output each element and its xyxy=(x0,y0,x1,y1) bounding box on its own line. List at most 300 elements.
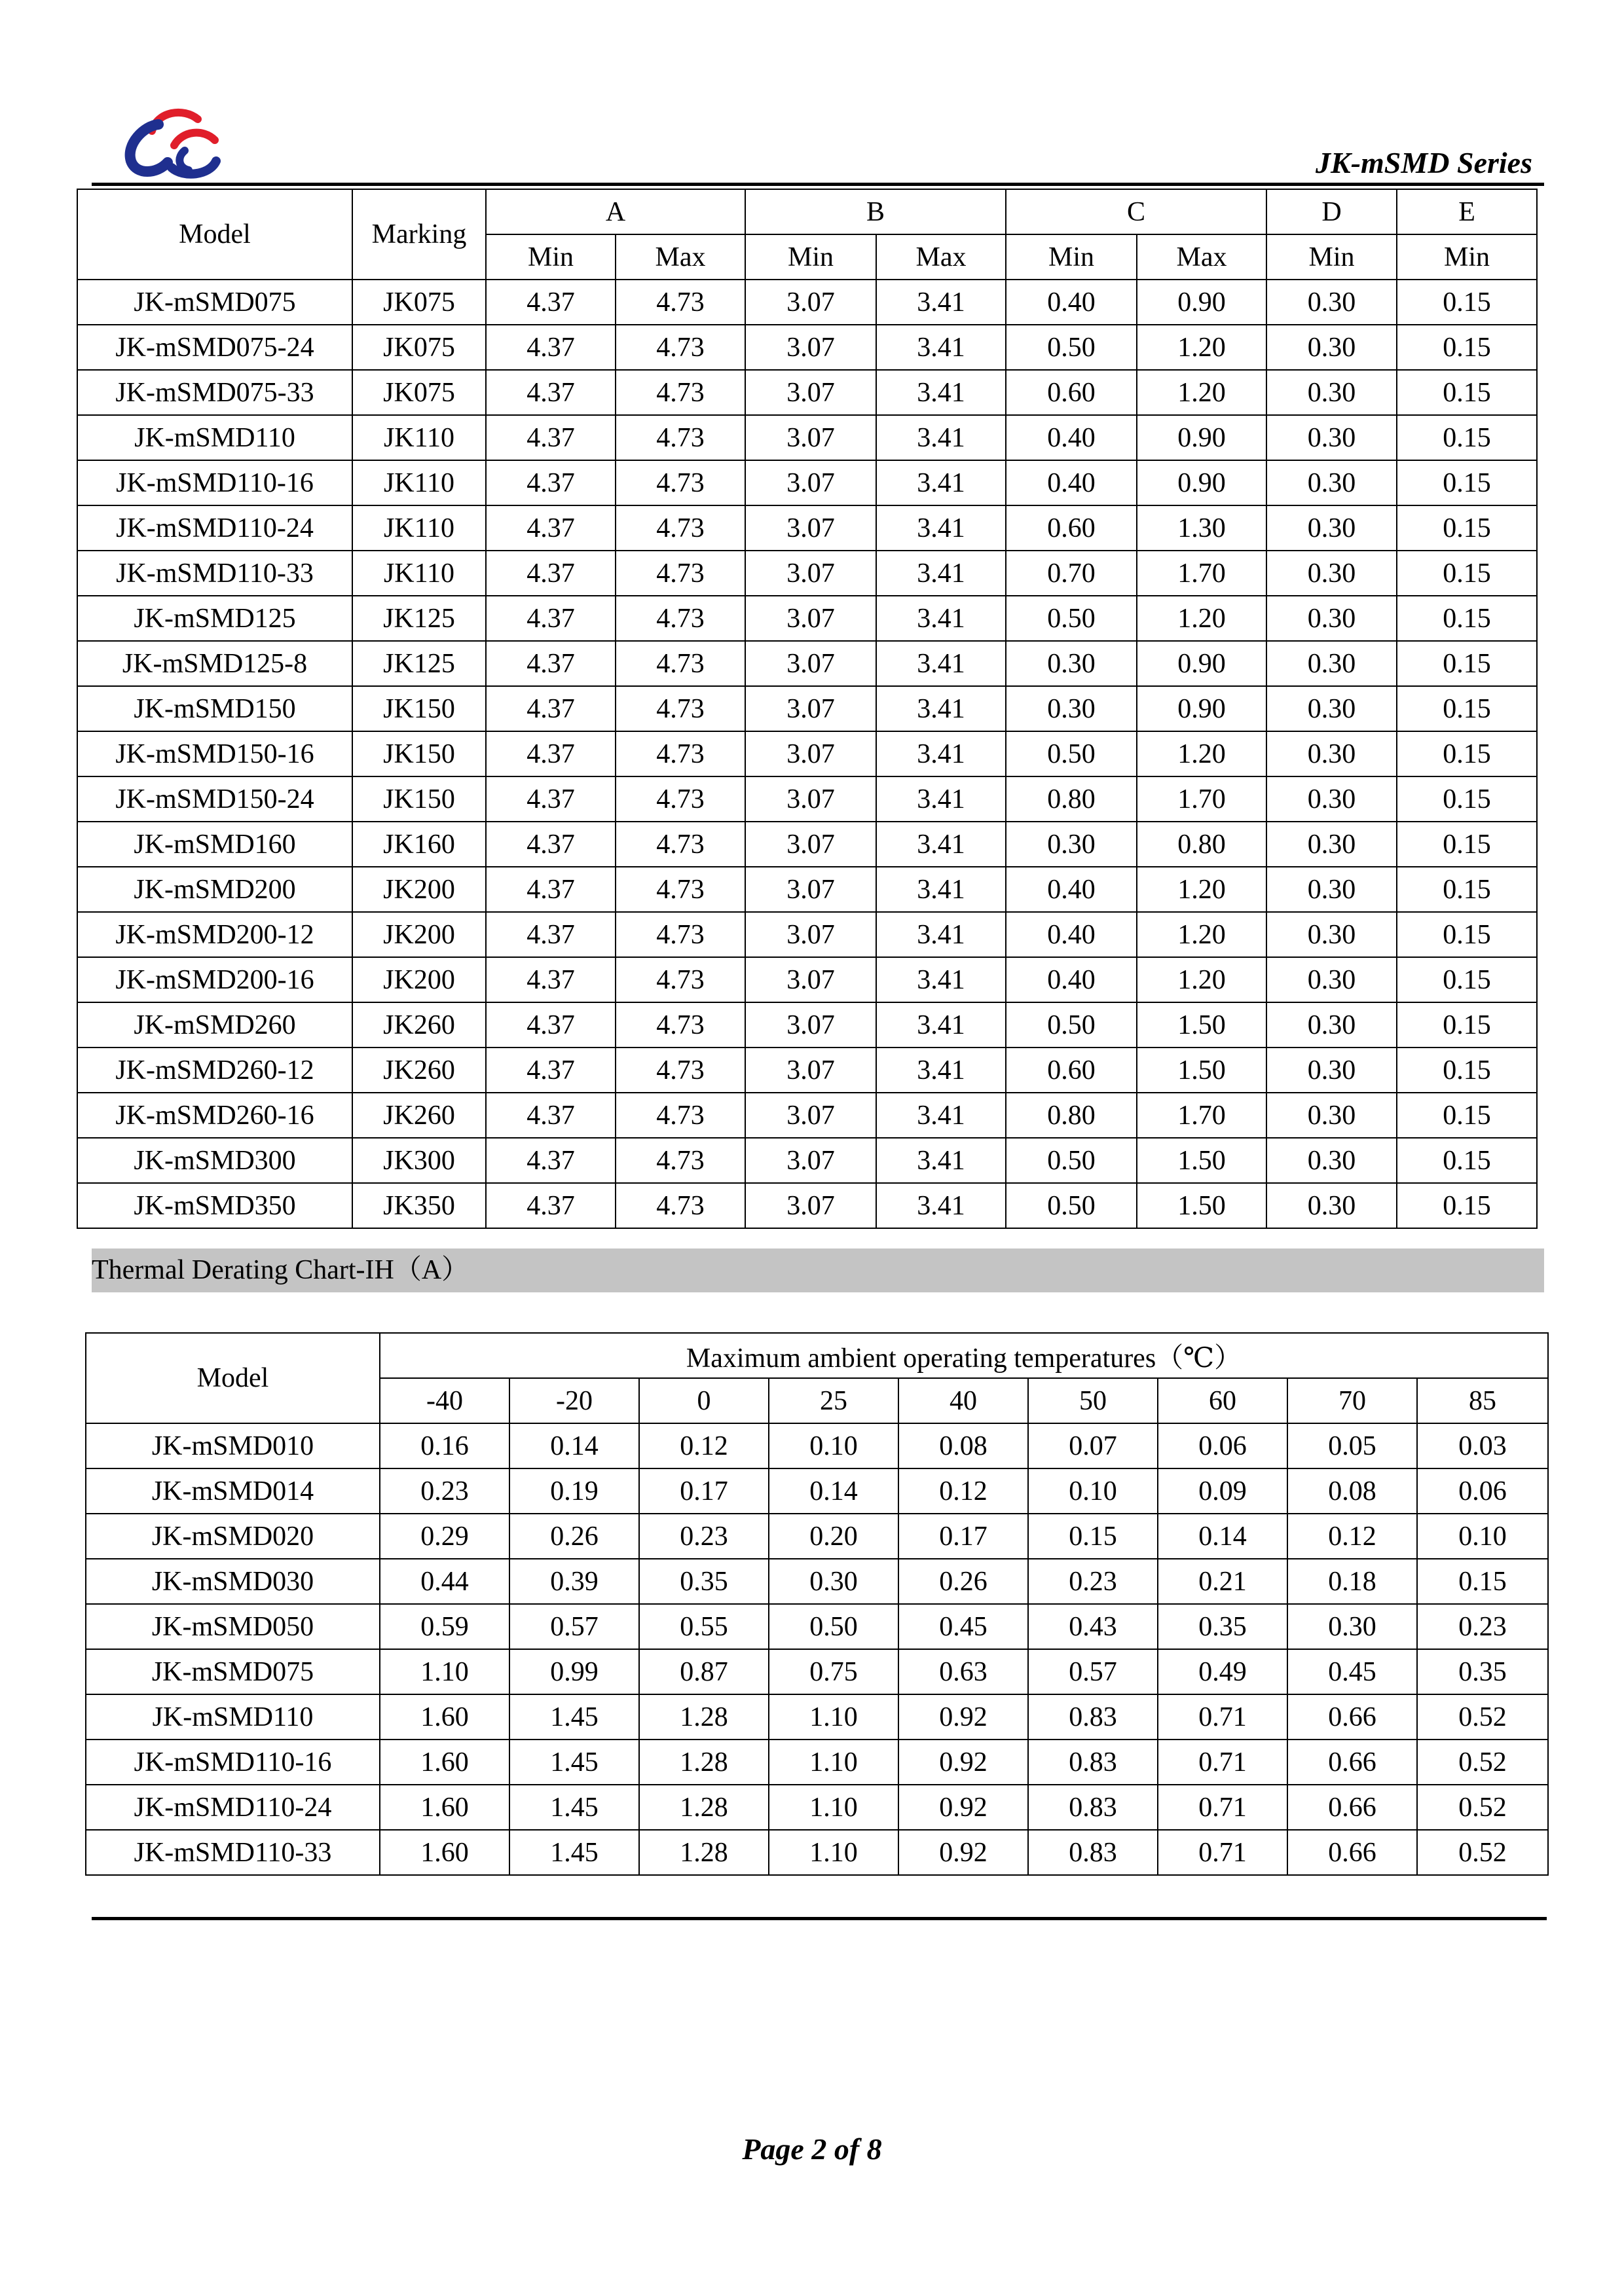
page-number: Page 2 of 8 xyxy=(742,2132,882,2166)
group-header-a: A xyxy=(486,189,745,234)
current-cell: 0.55 xyxy=(639,1604,769,1649)
dimension-cell: 3.41 xyxy=(876,325,1006,370)
table-row xyxy=(77,1048,1537,1093)
dimension-cell: 4.37 xyxy=(486,370,616,415)
current-cell: 0.30 xyxy=(1287,1604,1417,1649)
dimension-cell: 3.41 xyxy=(876,867,1006,912)
dimension-cell: 4.37 xyxy=(486,1183,616,1228)
dimension-cell: 4.73 xyxy=(616,596,745,641)
marking-cell: JK150 xyxy=(352,731,486,776)
dimension-cell: 3.07 xyxy=(745,280,876,325)
current-cell: 0.08 xyxy=(1287,1468,1417,1514)
dimension-cell: 0.30 xyxy=(1266,641,1397,686)
dimension-cell: 0.50 xyxy=(1006,1138,1137,1183)
model-cell: JK-mSMD010 xyxy=(86,1423,380,1468)
dimension-cell: 1.70 xyxy=(1137,551,1266,596)
marking-cell: JK200 xyxy=(352,957,486,1002)
current-cell: 0.03 xyxy=(1417,1423,1548,1468)
table-row xyxy=(86,1785,1548,1830)
current-cell: 0.35 xyxy=(1417,1649,1548,1694)
table-row xyxy=(77,776,1537,822)
dimension-cell: 4.73 xyxy=(616,1183,745,1228)
marking-cell: JK350 xyxy=(352,1183,486,1228)
dimension-cell: 0.40 xyxy=(1006,867,1137,912)
dimension-cell: 0.30 xyxy=(1266,551,1397,596)
dimension-cell: 0.15 xyxy=(1397,1183,1537,1228)
dimension-cell: 4.37 xyxy=(486,1002,616,1048)
dimension-cell: 3.41 xyxy=(876,776,1006,822)
current-cell: 0.71 xyxy=(1158,1830,1287,1875)
temperature-header: -20 xyxy=(509,1378,639,1423)
current-cell: 0.08 xyxy=(898,1423,1028,1468)
col-header-model: Model xyxy=(77,189,352,280)
current-cell: 0.71 xyxy=(1158,1785,1287,1830)
table-row xyxy=(77,551,1537,596)
dimension-cell: 0.15 xyxy=(1397,551,1537,596)
table-row xyxy=(77,731,1537,776)
current-cell: 0.17 xyxy=(898,1514,1028,1559)
table-row xyxy=(77,325,1537,370)
temperature-header: 70 xyxy=(1287,1378,1417,1423)
dimension-cell: 4.73 xyxy=(616,415,745,460)
dimension-cell: 0.15 xyxy=(1397,1002,1537,1048)
dimension-cell: 3.07 xyxy=(745,641,876,686)
dimension-cell: 0.30 xyxy=(1266,370,1397,415)
current-cell: 0.35 xyxy=(1158,1604,1287,1649)
table-row xyxy=(77,686,1537,731)
marking-cell: JK075 xyxy=(352,325,486,370)
current-cell: 0.45 xyxy=(1287,1649,1417,1694)
dimension-cell: 3.07 xyxy=(745,1138,876,1183)
dimension-cell: 0.90 xyxy=(1137,686,1266,731)
current-cell: 1.60 xyxy=(380,1740,509,1785)
current-cell: 0.83 xyxy=(1028,1694,1158,1740)
dimension-cell: 0.40 xyxy=(1006,912,1137,957)
current-cell: 0.83 xyxy=(1028,1830,1158,1875)
current-cell: 0.15 xyxy=(1417,1559,1548,1604)
dimension-cell: 4.73 xyxy=(616,957,745,1002)
dimension-cell: 4.37 xyxy=(486,957,616,1002)
current-cell: 1.28 xyxy=(639,1694,769,1740)
dimension-cell: 3.07 xyxy=(745,1002,876,1048)
dimension-cell: 4.73 xyxy=(616,776,745,822)
dimension-cell: 0.30 xyxy=(1266,280,1397,325)
derating-table xyxy=(85,1332,1549,1876)
table-row xyxy=(77,596,1537,641)
model-cell: JK-mSMD075-24 xyxy=(77,325,352,370)
temperature-header: 40 xyxy=(898,1378,1028,1423)
dimension-cell: 0.30 xyxy=(1266,596,1397,641)
marking-cell: JK150 xyxy=(352,776,486,822)
current-cell: 0.19 xyxy=(509,1468,639,1514)
dimension-cell: 4.37 xyxy=(486,551,616,596)
model-cell: JK-mSMD050 xyxy=(86,1604,380,1649)
group-header-e: E xyxy=(1397,189,1537,234)
temperature-header: 0 xyxy=(639,1378,769,1423)
dimension-cell: 0.30 xyxy=(1266,1093,1397,1138)
dimension-cell: 3.41 xyxy=(876,1093,1006,1138)
dimension-cell: 1.70 xyxy=(1137,776,1266,822)
dimension-cell: 3.41 xyxy=(876,1048,1006,1093)
dimension-cell: 4.73 xyxy=(616,460,745,505)
current-cell: 1.10 xyxy=(380,1649,509,1694)
dimension-cell: 0.70 xyxy=(1006,551,1137,596)
table-row xyxy=(77,641,1537,686)
current-cell: 0.18 xyxy=(1287,1559,1417,1604)
dimension-cell: 0.30 xyxy=(1006,686,1137,731)
table-row xyxy=(77,415,1537,460)
current-cell: 0.12 xyxy=(1287,1514,1417,1559)
current-cell: 0.21 xyxy=(1158,1559,1287,1604)
marking-cell: JK125 xyxy=(352,641,486,686)
current-cell: 1.10 xyxy=(769,1830,898,1875)
dimension-cell: 0.15 xyxy=(1397,957,1537,1002)
dimension-cell: 0.15 xyxy=(1397,686,1537,731)
dimension-cell: 3.41 xyxy=(876,641,1006,686)
dimension-cell: 3.07 xyxy=(745,596,876,641)
dimension-cell: 4.37 xyxy=(486,822,616,867)
model-cell: JK-mSMD075-33 xyxy=(77,370,352,415)
dimension-cell: 0.40 xyxy=(1006,460,1137,505)
subheader-c-min: Min xyxy=(1006,234,1137,280)
dimension-cell: 4.37 xyxy=(486,1093,616,1138)
current-cell: 0.12 xyxy=(639,1423,769,1468)
dimension-cell: 0.80 xyxy=(1006,1093,1137,1138)
dimension-cell: 0.50 xyxy=(1006,731,1137,776)
model-cell: JK-mSMD110-16 xyxy=(86,1740,380,1785)
dimension-cell: 1.50 xyxy=(1137,1183,1266,1228)
model-cell: JK-mSMD160 xyxy=(77,822,352,867)
dimension-cell: 3.41 xyxy=(876,596,1006,641)
dimension-cell: 3.41 xyxy=(876,460,1006,505)
temperature-header: 60 xyxy=(1158,1378,1287,1423)
dimension-cell: 0.90 xyxy=(1137,280,1266,325)
dimension-cell: 3.07 xyxy=(745,867,876,912)
current-cell: 0.17 xyxy=(639,1468,769,1514)
dimension-cell: 3.07 xyxy=(745,1093,876,1138)
model-cell: JK-mSMD110-33 xyxy=(77,551,352,596)
current-cell: 1.28 xyxy=(639,1830,769,1875)
dimension-cell: 4.73 xyxy=(616,280,745,325)
subheader-a-min: Min xyxy=(486,234,616,280)
table-row xyxy=(77,912,1537,957)
model-cell: JK-mSMD150-16 xyxy=(77,731,352,776)
dimension-cell: 1.20 xyxy=(1137,912,1266,957)
model-cell: JK-mSMD200-12 xyxy=(77,912,352,957)
current-cell: 0.35 xyxy=(639,1559,769,1604)
dimension-cell: 4.73 xyxy=(616,551,745,596)
model-cell: JK-mSMD150-24 xyxy=(77,776,352,822)
dimension-cell: 4.37 xyxy=(486,596,616,641)
dimension-cell: 0.15 xyxy=(1397,641,1537,686)
current-cell: 0.66 xyxy=(1287,1740,1417,1785)
dimension-cell: 0.90 xyxy=(1137,460,1266,505)
dimension-cell: 4.37 xyxy=(486,686,616,731)
group-header-d: D xyxy=(1266,189,1397,234)
marking-cell: JK300 xyxy=(352,1138,486,1183)
current-cell: 0.52 xyxy=(1417,1740,1548,1785)
dimension-cell: 4.73 xyxy=(616,1048,745,1093)
current-cell: 1.10 xyxy=(769,1740,898,1785)
dimension-cell: 4.37 xyxy=(486,505,616,551)
current-cell: 0.14 xyxy=(769,1468,898,1514)
current-cell: 1.60 xyxy=(380,1694,509,1740)
current-cell: 0.26 xyxy=(898,1559,1028,1604)
dimension-cell: 3.41 xyxy=(876,280,1006,325)
table-row xyxy=(77,867,1537,912)
current-cell: 1.60 xyxy=(380,1830,509,1875)
dimension-cell: 4.37 xyxy=(486,731,616,776)
temperature-header: 50 xyxy=(1028,1378,1158,1423)
current-cell: 0.57 xyxy=(509,1604,639,1649)
subheader-d-min: Min xyxy=(1266,234,1397,280)
current-cell: 0.57 xyxy=(1028,1649,1158,1694)
current-cell: 0.87 xyxy=(639,1649,769,1694)
dimension-cell: 0.30 xyxy=(1266,912,1397,957)
current-cell: 0.50 xyxy=(769,1604,898,1649)
model-cell: JK-mSMD260-12 xyxy=(77,1048,352,1093)
dimension-cell: 1.50 xyxy=(1137,1002,1266,1048)
dimension-cell: 4.37 xyxy=(486,460,616,505)
current-cell: 0.71 xyxy=(1158,1694,1287,1740)
dimension-cell: 1.50 xyxy=(1137,1138,1266,1183)
dimension-cell: 0.30 xyxy=(1006,822,1137,867)
dimension-cell: 4.73 xyxy=(616,1093,745,1138)
dimension-cell: 0.15 xyxy=(1397,867,1537,912)
current-cell: 1.60 xyxy=(380,1785,509,1830)
current-cell: 0.10 xyxy=(1417,1514,1548,1559)
current-cell: 0.14 xyxy=(1158,1514,1287,1559)
model-cell: JK-mSMD075 xyxy=(86,1649,380,1694)
current-cell: 0.66 xyxy=(1287,1830,1417,1875)
dimension-cell: 0.15 xyxy=(1397,596,1537,641)
dimension-cell: 0.15 xyxy=(1397,1138,1537,1183)
dimension-cell: 3.41 xyxy=(876,370,1006,415)
dimension-cell: 4.73 xyxy=(616,1002,745,1048)
marking-cell: JK125 xyxy=(352,596,486,641)
dimension-cell: 1.20 xyxy=(1137,957,1266,1002)
dimension-cell: 0.60 xyxy=(1006,1048,1137,1093)
dimension-cell: 0.40 xyxy=(1006,415,1137,460)
subheader-c-max: Max xyxy=(1137,234,1266,280)
dimension-cell: 0.30 xyxy=(1006,641,1137,686)
current-cell: 0.14 xyxy=(509,1423,639,1468)
marking-cell: JK075 xyxy=(352,280,486,325)
dimension-cell: 3.41 xyxy=(876,731,1006,776)
dimension-cell: 4.73 xyxy=(616,641,745,686)
subheader-a-max: Max xyxy=(616,234,745,280)
dimension-cell: 0.60 xyxy=(1006,370,1137,415)
subheader-e-min: Min xyxy=(1397,234,1537,280)
dimension-cell: 0.30 xyxy=(1266,776,1397,822)
dimension-cell: 0.15 xyxy=(1397,776,1537,822)
current-cell: 0.44 xyxy=(380,1559,509,1604)
dimension-cell: 0.15 xyxy=(1397,731,1537,776)
current-cell: 0.23 xyxy=(639,1514,769,1559)
dimension-cell: 3.41 xyxy=(876,957,1006,1002)
dimension-cell: 3.07 xyxy=(745,370,876,415)
dimension-cell: 3.41 xyxy=(876,415,1006,460)
current-cell: 0.52 xyxy=(1417,1785,1548,1830)
dimension-cell: 0.30 xyxy=(1266,505,1397,551)
dimension-cell: 4.73 xyxy=(616,325,745,370)
current-cell: 1.10 xyxy=(769,1785,898,1830)
current-cell: 0.71 xyxy=(1158,1740,1287,1785)
dimension-cell: 4.37 xyxy=(486,1138,616,1183)
dimension-cell: 3.41 xyxy=(876,912,1006,957)
current-cell: 0.07 xyxy=(1028,1423,1158,1468)
dimension-cell: 4.37 xyxy=(486,912,616,957)
dimension-cell: 0.30 xyxy=(1266,325,1397,370)
dimension-cell: 4.73 xyxy=(616,370,745,415)
dimension-cell: 3.07 xyxy=(745,912,876,957)
dimension-cell: 0.80 xyxy=(1006,776,1137,822)
marking-cell: JK110 xyxy=(352,505,486,551)
table-row xyxy=(86,1830,1548,1875)
table-row xyxy=(77,505,1537,551)
current-cell: 0.15 xyxy=(1028,1514,1158,1559)
dimension-cell: 0.15 xyxy=(1397,370,1537,415)
current-cell: 0.20 xyxy=(769,1514,898,1559)
current-cell: 1.45 xyxy=(509,1740,639,1785)
dimension-cell: 3.41 xyxy=(876,1138,1006,1183)
current-cell: 0.63 xyxy=(898,1649,1028,1694)
marking-cell: JK200 xyxy=(352,867,486,912)
model-cell: JK-mSMD260-16 xyxy=(77,1093,352,1138)
dimension-cell: 3.07 xyxy=(745,686,876,731)
current-cell: 0.45 xyxy=(898,1604,1028,1649)
table-row xyxy=(77,1183,1537,1228)
model-cell: JK-mSMD020 xyxy=(86,1514,380,1559)
dimension-cell: 0.30 xyxy=(1266,867,1397,912)
model-cell: JK-mSMD200 xyxy=(77,867,352,912)
model-cell: JK-mSMD014 xyxy=(86,1468,380,1514)
dimension-cell: 0.40 xyxy=(1006,280,1137,325)
dimensions-table xyxy=(77,189,1538,1229)
marking-cell: JK110 xyxy=(352,415,486,460)
dimension-cell: 3.07 xyxy=(745,822,876,867)
model-cell: JK-mSMD300 xyxy=(77,1138,352,1183)
dimension-cell: 4.73 xyxy=(616,867,745,912)
dimension-cell: 0.30 xyxy=(1266,415,1397,460)
model-cell: JK-mSMD350 xyxy=(77,1183,352,1228)
dimension-cell: 0.15 xyxy=(1397,460,1537,505)
model-cell: JK-mSMD075 xyxy=(77,280,352,325)
dimension-cell: 3.07 xyxy=(745,957,876,1002)
model-cell: JK-mSMD110-24 xyxy=(77,505,352,551)
dimension-cell: 4.73 xyxy=(616,822,745,867)
dimension-cell: 1.20 xyxy=(1137,867,1266,912)
current-cell: 0.92 xyxy=(898,1830,1028,1875)
dimension-cell: 3.07 xyxy=(745,460,876,505)
dimension-cell: 4.37 xyxy=(486,280,616,325)
current-cell: 0.05 xyxy=(1287,1423,1417,1468)
section-title: Thermal Derating Chart-IH（A） xyxy=(92,1255,470,1285)
dimension-cell: 3.41 xyxy=(876,1183,1006,1228)
current-cell: 0.10 xyxy=(769,1423,898,1468)
current-cell: 0.49 xyxy=(1158,1649,1287,1694)
current-cell: 0.83 xyxy=(1028,1785,1158,1830)
dimension-cell: 4.73 xyxy=(616,1138,745,1183)
model-cell: JK-mSMD110-16 xyxy=(77,460,352,505)
dimension-cell: 0.30 xyxy=(1266,1183,1397,1228)
current-cell: 0.12 xyxy=(898,1468,1028,1514)
table-row xyxy=(86,1604,1548,1649)
subheader-b-max: Max xyxy=(876,234,1006,280)
table-row xyxy=(77,1002,1537,1048)
table-row xyxy=(86,1649,1548,1694)
dimension-cell: 4.37 xyxy=(486,867,616,912)
table-row xyxy=(86,1423,1548,1468)
dimension-cell: 0.30 xyxy=(1266,460,1397,505)
dimension-cell: 1.30 xyxy=(1137,505,1266,551)
marking-cell: JK110 xyxy=(352,551,486,596)
table-row xyxy=(86,1740,1548,1785)
current-cell: 1.10 xyxy=(769,1694,898,1740)
dimension-cell: 3.07 xyxy=(745,1048,876,1093)
dimension-cell: 4.73 xyxy=(616,731,745,776)
dimension-cell: 3.41 xyxy=(876,551,1006,596)
current-cell: 1.45 xyxy=(509,1694,639,1740)
dimension-cell: 0.15 xyxy=(1397,325,1537,370)
marking-cell: JK260 xyxy=(352,1093,486,1138)
dimension-cell: 0.90 xyxy=(1137,415,1266,460)
dimension-cell: 0.30 xyxy=(1266,731,1397,776)
model-cell: JK-mSMD110 xyxy=(77,415,352,460)
current-cell: 0.83 xyxy=(1028,1740,1158,1785)
dimension-cell: 0.60 xyxy=(1006,505,1137,551)
series-title: JK-mSMD Series xyxy=(1316,146,1532,179)
current-cell: 1.28 xyxy=(639,1785,769,1830)
model-cell: JK-mSMD200-16 xyxy=(77,957,352,1002)
model-cell: JK-mSMD125 xyxy=(77,596,352,641)
current-cell: 0.10 xyxy=(1028,1468,1158,1514)
current-cell: 0.75 xyxy=(769,1649,898,1694)
dimension-cell: 0.15 xyxy=(1397,1048,1537,1093)
current-cell: 0.66 xyxy=(1287,1785,1417,1830)
current-cell: 1.45 xyxy=(509,1830,639,1875)
table-row xyxy=(77,370,1537,415)
table-row xyxy=(77,1093,1537,1138)
derate-group-header: Maximum ambient operating temperatures（℃） xyxy=(380,1333,1548,1378)
dimension-cell: 0.50 xyxy=(1006,325,1137,370)
dimension-cell: 1.20 xyxy=(1137,596,1266,641)
dimension-cell: 3.07 xyxy=(745,551,876,596)
dimension-cell: 4.73 xyxy=(616,686,745,731)
section-title-bar xyxy=(92,1248,1544,1292)
dimension-cell: 3.41 xyxy=(876,505,1006,551)
dimension-cell: 0.15 xyxy=(1397,280,1537,325)
model-cell: JK-mSMD260 xyxy=(77,1002,352,1048)
current-cell: 1.45 xyxy=(509,1785,639,1830)
table-row xyxy=(86,1514,1548,1559)
dimension-cell: 3.07 xyxy=(745,1183,876,1228)
temperature-header: -40 xyxy=(380,1378,509,1423)
model-cell: JK-mSMD110-24 xyxy=(86,1785,380,1830)
dimension-cell: 0.15 xyxy=(1397,415,1537,460)
dimension-cell: 0.30 xyxy=(1266,822,1397,867)
model-cell: JK-mSMD030 xyxy=(86,1559,380,1604)
current-cell: 0.92 xyxy=(898,1694,1028,1740)
model-cell: JK-mSMD125-8 xyxy=(77,641,352,686)
dimension-cell: 0.15 xyxy=(1397,505,1537,551)
dimension-cell: 0.30 xyxy=(1266,686,1397,731)
current-cell: 0.29 xyxy=(380,1514,509,1559)
current-cell: 0.43 xyxy=(1028,1604,1158,1649)
temperature-header: 25 xyxy=(769,1378,898,1423)
dimension-cell: 1.20 xyxy=(1137,731,1266,776)
temperature-header: 85 xyxy=(1417,1378,1548,1423)
